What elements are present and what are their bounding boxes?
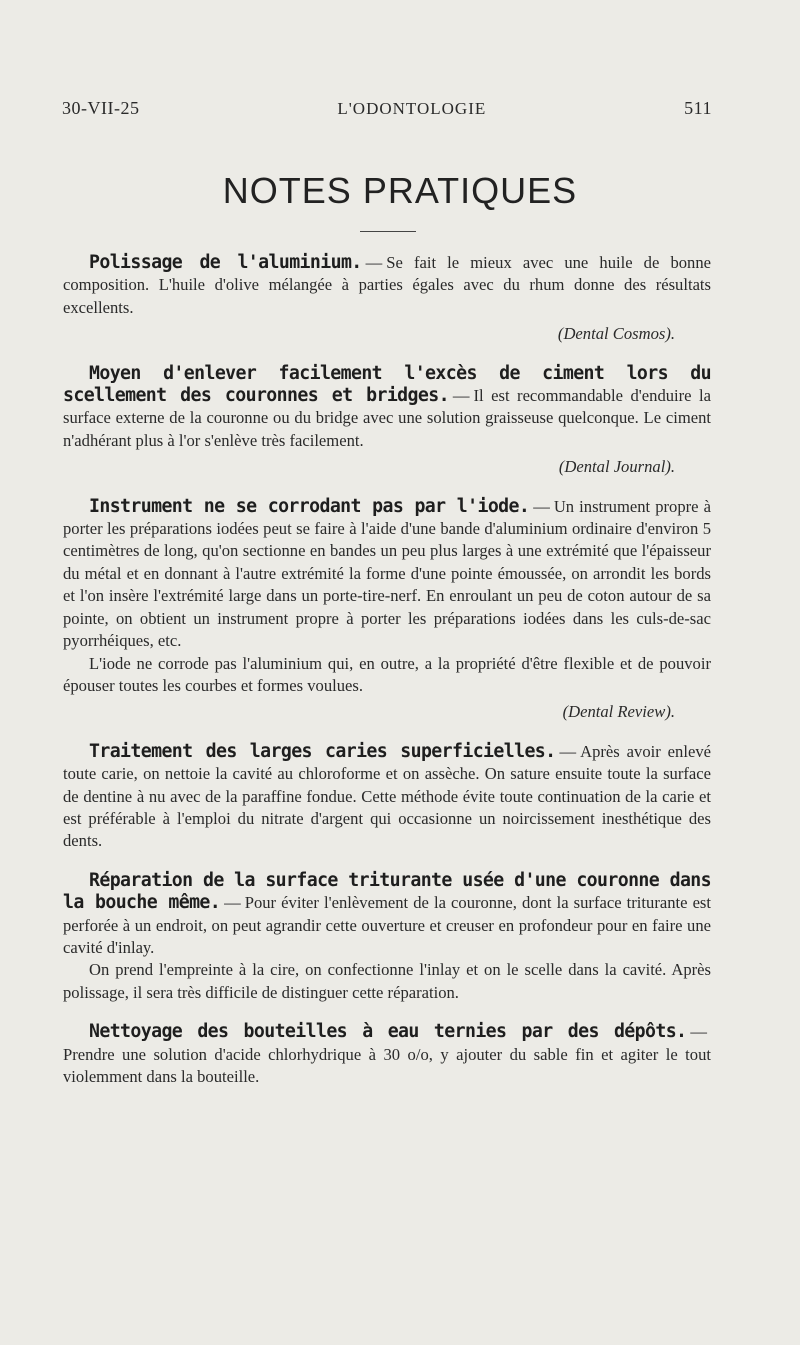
title-divider — [360, 231, 416, 232]
note-paragraph-2: L'iode ne corrode pas l'aluminium qui, en outre, a la propriété d'être flexible et de pouvoir épouser toutes les courbes et formes voulues. — [63, 653, 711, 695]
note-bouteilles — [63, 1021, 711, 1088]
issue-date: 30-VII-25 — [62, 98, 140, 118]
note-polissage — [63, 252, 711, 346]
em-dash: — — [533, 496, 550, 516]
note-iode — [63, 496, 711, 724]
note-text: Un instrument propre à porter les préparations iodées peut se faire à l'aide d'une bande d'aluminium ordinaire d'environ 5 centimètres de long, qu'on sectionne en bandes un peu plus larges à une extrémité que l'épaisseur du métal et en donnant à l'autre extrémité la forme d'une pointe émoussée, on arrondit les bords et l'on insère l'extrémité large dans un porte-tire-nerf. En enroulant un peu de coton autour de sa pointe, on obtient un instrument propre à porter les préparations iodées dans les culs-de-sac pyorrhéiques, etc. — [63, 496, 711, 651]
em-dash: — — [690, 1022, 707, 1042]
note-text: Après avoir enlevé toute carie, on nettoie la cavité au chloroforme et on assèche. On sature ensuite toute la surface de dentine à nu avec de la paraffine fondue. Cette méthode évite toute continuation de la carie et est préférable à l'emploi du nitrate d'argent qui occasionne un noircissement inesthétique des dents. — [63, 741, 711, 851]
note-paragraph — [63, 252, 711, 319]
note-text: Pour éviter l'enlèvement de la couronne, dont la surface triturante est perforée à un endroit, on peut agrandir cette ouverture et creuser en profondeur pour en faire une cavité d'inlay. — [63, 893, 712, 957]
page-number: 511 — [684, 98, 712, 118]
note-source: (Dental Journal). — [558, 457, 675, 477]
note-paragraph — [63, 870, 711, 960]
note-source: (Dental Review). — [562, 702, 675, 722]
note-source: (Dental Cosmos). — [557, 324, 675, 344]
note-text: Se fait le mieux avec une huile de bonne composition. L'huile d'olive mélangée à parties égales avec du rhum donne des résultats excellents. — [63, 253, 712, 317]
note-heading: Nettoyage des bouteilles à eau ternies par des dépôts. — [89, 1021, 687, 1043]
journal-name: L'ODONTOLOGIE — [337, 99, 487, 118]
em-dash: — — [559, 741, 577, 761]
note-heading: Instrument ne se corrodant pas par l'iode. — [89, 495, 530, 517]
note-paragraph-2: On prend l'empreinte à la cire, on confectionne l'inlay et on le scelle dans la cavité. Après polissage, il sera très difficile de distinguer cette réparation. — [63, 960, 711, 1002]
note-paragraph — [63, 363, 711, 453]
note-paragraph — [63, 741, 711, 853]
em-dash: — — [452, 386, 470, 406]
note-heading: Moyen d'enlever facilement l'excès de ciment lors du scellement des couronnes et bridges. — [63, 362, 711, 407]
note-text: Il est recommandable d'enduire la surface externe de la couronne ou du bridge avec une solution graisseuse quelconque. Le ciment n'adhérant plus à l'or s'enlève très facilement. — [63, 386, 711, 450]
section-title: NOTES PRATIQUES — [222, 170, 578, 211]
article-body — [63, 252, 711, 1105]
em-dash: — — [224, 893, 241, 913]
note-caries — [63, 741, 711, 853]
note-text: Prendre une solution d'acide chlorhydrique à 30 o/o, y ajouter du sable fin et agiter le tout violemment dans la bouteille. — [63, 1044, 711, 1086]
em-dash: — — [365, 253, 383, 272]
note-heading: Traitement des larges caries superficielles. — [89, 740, 556, 762]
note-heading: Réparation de la surface triturante usée d'une couronne dans la bouche même. — [63, 869, 711, 914]
note-paragraph — [63, 496, 711, 653]
note-reparation — [63, 870, 711, 1004]
note-heading: Polissage de l'aluminium. — [89, 252, 362, 273]
running-header — [62, 98, 712, 119]
note-paragraph — [63, 1021, 711, 1088]
note-ciment — [63, 363, 711, 479]
